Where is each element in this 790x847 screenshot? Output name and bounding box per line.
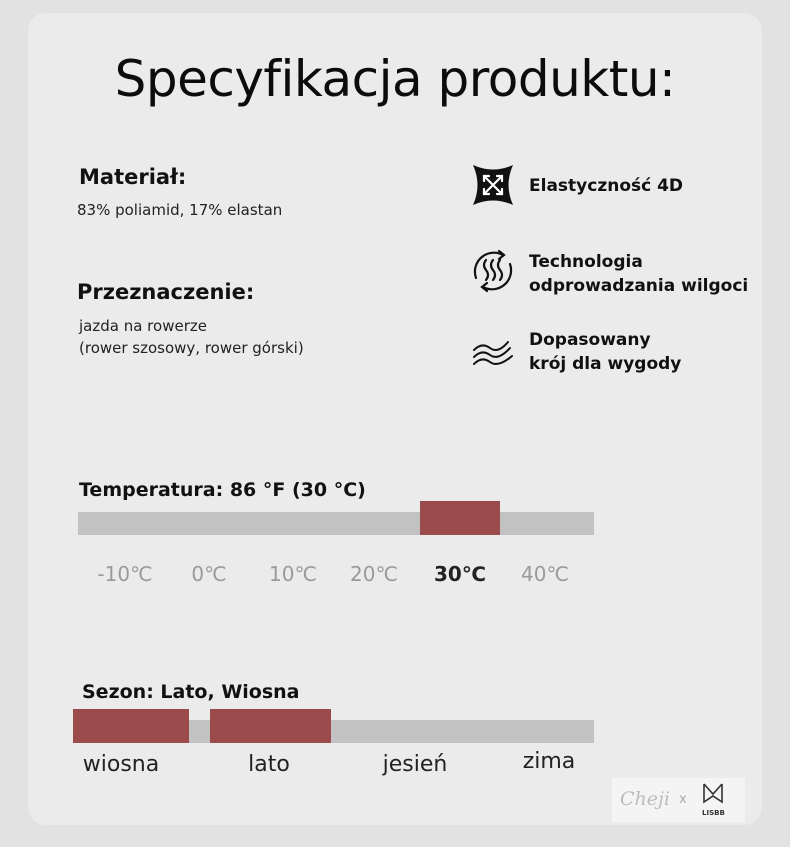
- feature-fit-label: [529, 328, 681, 376]
- material-heading: Materiał:: [79, 165, 187, 189]
- feature-fit-line-1: Dopasowany: [529, 330, 651, 350]
- page-title: Specyfikacja produktu:: [114, 50, 676, 108]
- brand-cheji: Cheji: [620, 788, 670, 810]
- brand-lisbb: LISBB: [702, 809, 725, 817]
- feature-stretch-line-1: Elastyczność 4D: [529, 176, 684, 196]
- feature-moisture-label: [529, 250, 748, 298]
- season-spring: wiosna: [82, 752, 160, 777]
- brand-logo: [612, 778, 745, 822]
- feature-stretch-label: [529, 174, 683, 198]
- season-label: Sezon: Lato, Wiosna: [82, 681, 300, 703]
- brand-separator: x: [679, 792, 687, 807]
- temperature-tick: 0℃: [191, 562, 227, 586]
- season-summer: lato: [248, 752, 290, 777]
- spec-card: [28, 13, 762, 825]
- season-autumn: jesień: [382, 752, 448, 777]
- temperature-tick-active: 30℃: [433, 562, 487, 586]
- stretch-4d-icon: [470, 162, 516, 208]
- season-highlight-spring: [73, 709, 189, 743]
- temperature-tick: -10℃: [97, 562, 153, 586]
- season-winter: zima: [522, 749, 576, 774]
- brand-mark-icon: [702, 782, 724, 806]
- purpose-heading: Przeznaczenie:: [77, 280, 255, 304]
- feature-moisture-line-2: odprowadzania wilgoci: [529, 276, 749, 296]
- material-value: 83% poliamid, 17% elastan: [77, 201, 283, 219]
- purpose-line-1: jazda na rowerze: [79, 317, 207, 335]
- temperature-tick: 20℃: [350, 562, 398, 586]
- feature-fit-line-2: krój dla wygody: [529, 354, 682, 374]
- temperature-tick: 10℃: [269, 562, 317, 586]
- wind-fit-icon: [470, 330, 516, 376]
- purpose-line-2: (rower szosowy, rower górski): [79, 339, 304, 357]
- feature-moisture-line-1: Technologia: [529, 252, 643, 272]
- temperature-label: Temperatura: 86 °F (30 °C): [79, 479, 366, 501]
- temperature-highlight: [420, 501, 500, 535]
- temperature-tick: 40℃: [521, 562, 569, 586]
- moisture-wicking-icon: [470, 248, 516, 294]
- temperature-track: [78, 512, 594, 535]
- season-highlight-summer: [210, 709, 331, 743]
